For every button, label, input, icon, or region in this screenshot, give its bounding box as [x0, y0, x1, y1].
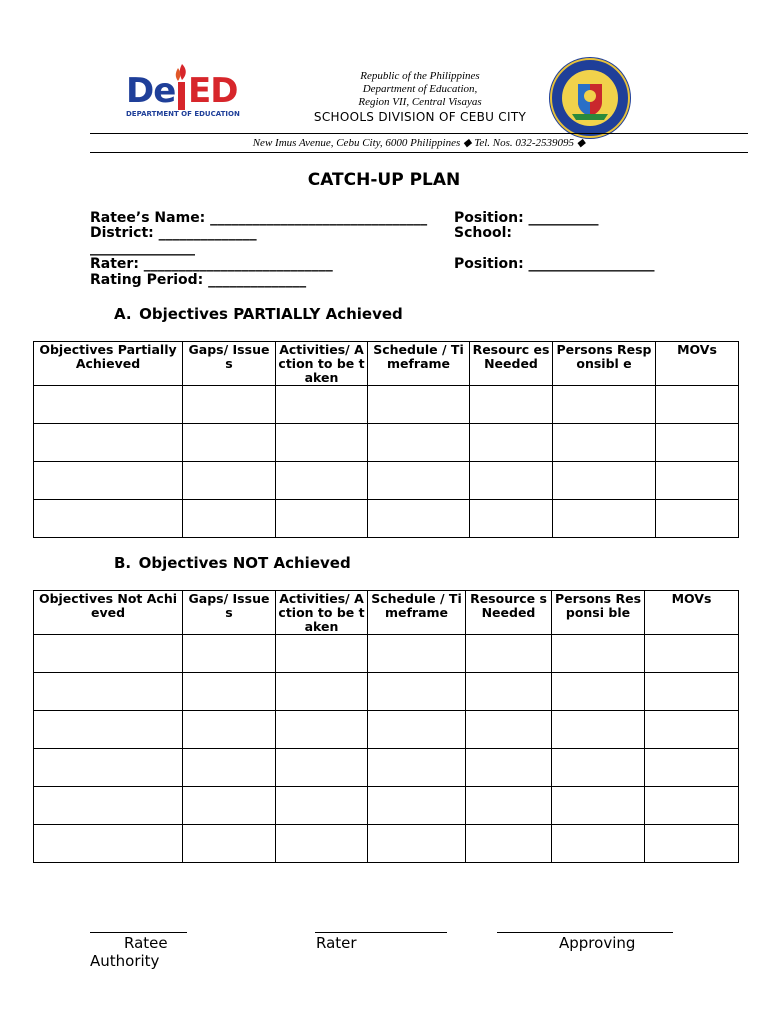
table-cell[interactable]	[552, 711, 645, 749]
table-row	[34, 386, 739, 424]
column-header: Objectives Not Achieved	[34, 591, 183, 635]
column-header: Resourc es Needed	[470, 342, 553, 386]
column-header: Persons Responsibl e	[553, 342, 656, 386]
header-text	[240, 70, 600, 124]
rating-period-field: Rating Period: ______________	[90, 272, 307, 288]
column-header: Schedule / Timeframe	[368, 591, 466, 635]
table-cell[interactable]	[183, 749, 276, 787]
table-cell[interactable]	[645, 787, 739, 825]
table-row	[34, 825, 739, 863]
not-achieved-table	[33, 590, 739, 863]
table-cell[interactable]	[183, 673, 276, 711]
partially-achieved-table	[33, 341, 739, 538]
rater-field: Rater: ___________________________	[90, 256, 333, 272]
table-cell[interactable]	[368, 711, 466, 749]
authority-signature-label: Authority	[90, 952, 160, 970]
table-cell[interactable]	[645, 711, 739, 749]
table-cell[interactable]	[276, 462, 368, 500]
table-cell[interactable]	[368, 500, 470, 538]
table-header-row	[34, 342, 739, 386]
table-cell[interactable]	[276, 787, 368, 825]
table-cell[interactable]	[276, 749, 368, 787]
table-cell[interactable]	[553, 424, 656, 462]
table-cell[interactable]	[276, 635, 368, 673]
column-header: Gaps/ Issues	[183, 342, 276, 386]
table-cell[interactable]	[466, 825, 552, 863]
table-row	[34, 673, 739, 711]
table-cell[interactable]	[466, 635, 552, 673]
column-header: Persons Responsi ble	[552, 591, 645, 635]
ratee-signature-label: Ratee	[124, 934, 168, 952]
table-cell[interactable]	[552, 825, 645, 863]
table-cell[interactable]	[183, 787, 276, 825]
district-field: District: ______________	[90, 225, 257, 241]
table-cell[interactable]	[34, 462, 183, 500]
logo-subtext: DEPARTMENT OF EDUCATION	[126, 110, 240, 118]
column-header: Resource s Needed	[466, 591, 552, 635]
table-cell[interactable]	[276, 424, 368, 462]
table-cell[interactable]	[552, 673, 645, 711]
table-cell[interactable]	[34, 424, 183, 462]
header-rule-bottom	[90, 152, 748, 153]
table-cell[interactable]	[466, 673, 552, 711]
table-cell[interactable]	[368, 787, 466, 825]
department-text: Department of Education,	[362, 83, 478, 95]
table-cell[interactable]	[645, 673, 739, 711]
ratee-signature-line	[90, 932, 187, 933]
region-text: Region VII, Central Visayas	[358, 96, 482, 108]
table-cell[interactable]	[368, 424, 470, 462]
table-cell[interactable]	[183, 386, 276, 424]
table-cell[interactable]	[183, 825, 276, 863]
table-row	[34, 500, 739, 538]
ratee-name-field: Ratee’s Name: _______________________________	[90, 210, 428, 226]
table-cell[interactable]	[645, 825, 739, 863]
column-header: Activities/ Action to be taken	[276, 342, 368, 386]
table-cell[interactable]	[470, 424, 553, 462]
school-field: School:	[454, 225, 512, 241]
approving-signature-label: Approving	[559, 934, 636, 952]
table-cell[interactable]	[276, 500, 368, 538]
table-cell[interactable]	[645, 635, 739, 673]
table-header-row	[34, 591, 739, 635]
table-row	[34, 462, 739, 500]
table-cell[interactable]	[368, 462, 470, 500]
division-seal	[548, 56, 632, 140]
rater-signature-line	[315, 932, 447, 933]
table-cell[interactable]	[183, 711, 276, 749]
table-cell[interactable]	[34, 787, 183, 825]
table-cell[interactable]	[34, 500, 183, 538]
table-cell[interactable]	[34, 825, 183, 863]
table-cell[interactable]	[34, 673, 183, 711]
table-cell[interactable]	[552, 787, 645, 825]
table-row	[34, 635, 739, 673]
table-cell[interactable]	[368, 635, 466, 673]
svg-text:ED: ED	[188, 71, 238, 111]
column-header: Activities/ Action to be taken	[276, 591, 368, 635]
table-cell[interactable]	[276, 386, 368, 424]
position-field-2: Position: __________________	[454, 256, 655, 272]
table-cell[interactable]	[368, 386, 470, 424]
table-cell[interactable]	[276, 825, 368, 863]
rater-signature-label: Rater	[316, 934, 357, 952]
table-cell[interactable]	[552, 749, 645, 787]
table-cell[interactable]	[466, 711, 552, 749]
document-title: CATCH-UP PLAN	[307, 170, 461, 190]
column-header: Gaps/ Issues	[183, 591, 276, 635]
table-cell[interactable]	[276, 673, 368, 711]
section-b-title: B. Objectives NOT Achieved	[114, 554, 351, 572]
column-header: MOVs	[656, 342, 739, 386]
table-row	[34, 424, 739, 462]
table-cell[interactable]	[34, 635, 183, 673]
address-line: New Imus Avenue, Cebu City, 6000 Philippines ◆ Tel. Nos. 032-2539095 ◆	[252, 137, 586, 149]
table-row	[34, 711, 739, 749]
table-row	[34, 749, 739, 787]
table-cell[interactable]	[466, 749, 552, 787]
table-cell[interactable]	[656, 386, 739, 424]
republic-text: Republic of the Philippines	[360, 70, 480, 82]
table-cell[interactable]	[183, 424, 276, 462]
table-cell[interactable]	[470, 386, 553, 424]
position-field-1: Position: __________	[454, 210, 599, 226]
district-field-continued: _______________	[90, 240, 195, 256]
column-header: MOVs	[645, 591, 739, 635]
table-cell[interactable]	[183, 500, 276, 538]
table-cell[interactable]	[34, 386, 183, 424]
table-cell[interactable]	[466, 787, 552, 825]
table-cell[interactable]	[553, 500, 656, 538]
table-cell[interactable]	[34, 711, 183, 749]
table-cell[interactable]	[34, 749, 183, 787]
division-text: SCHOOLS DIVISION OF CEBU CITY	[313, 110, 527, 124]
table-cell[interactable]	[183, 635, 276, 673]
table-cell[interactable]	[656, 424, 739, 462]
deped-logo	[124, 62, 250, 118]
column-header: Schedule / Timeframe	[368, 342, 470, 386]
table-cell[interactable]	[470, 500, 553, 538]
table-cell[interactable]	[368, 749, 466, 787]
table-cell[interactable]	[470, 462, 553, 500]
table-cell[interactable]	[656, 500, 739, 538]
section-a-title: A. Objectives PARTIALLY Achieved	[114, 305, 403, 323]
table-cell[interactable]	[368, 673, 466, 711]
logo-text: De	[126, 71, 176, 111]
table-cell[interactable]	[276, 711, 368, 749]
approving-signature-line	[497, 932, 673, 933]
table-row	[34, 787, 739, 825]
table-cell[interactable]	[553, 462, 656, 500]
table-cell[interactable]	[552, 635, 645, 673]
table-cell[interactable]	[553, 386, 656, 424]
table-cell[interactable]	[656, 462, 739, 500]
column-header: Objectives Partially Achieved	[34, 342, 183, 386]
table-cell[interactable]	[183, 462, 276, 500]
table-cell[interactable]	[645, 749, 739, 787]
header-rule-top	[90, 133, 748, 134]
table-cell[interactable]	[368, 825, 466, 863]
